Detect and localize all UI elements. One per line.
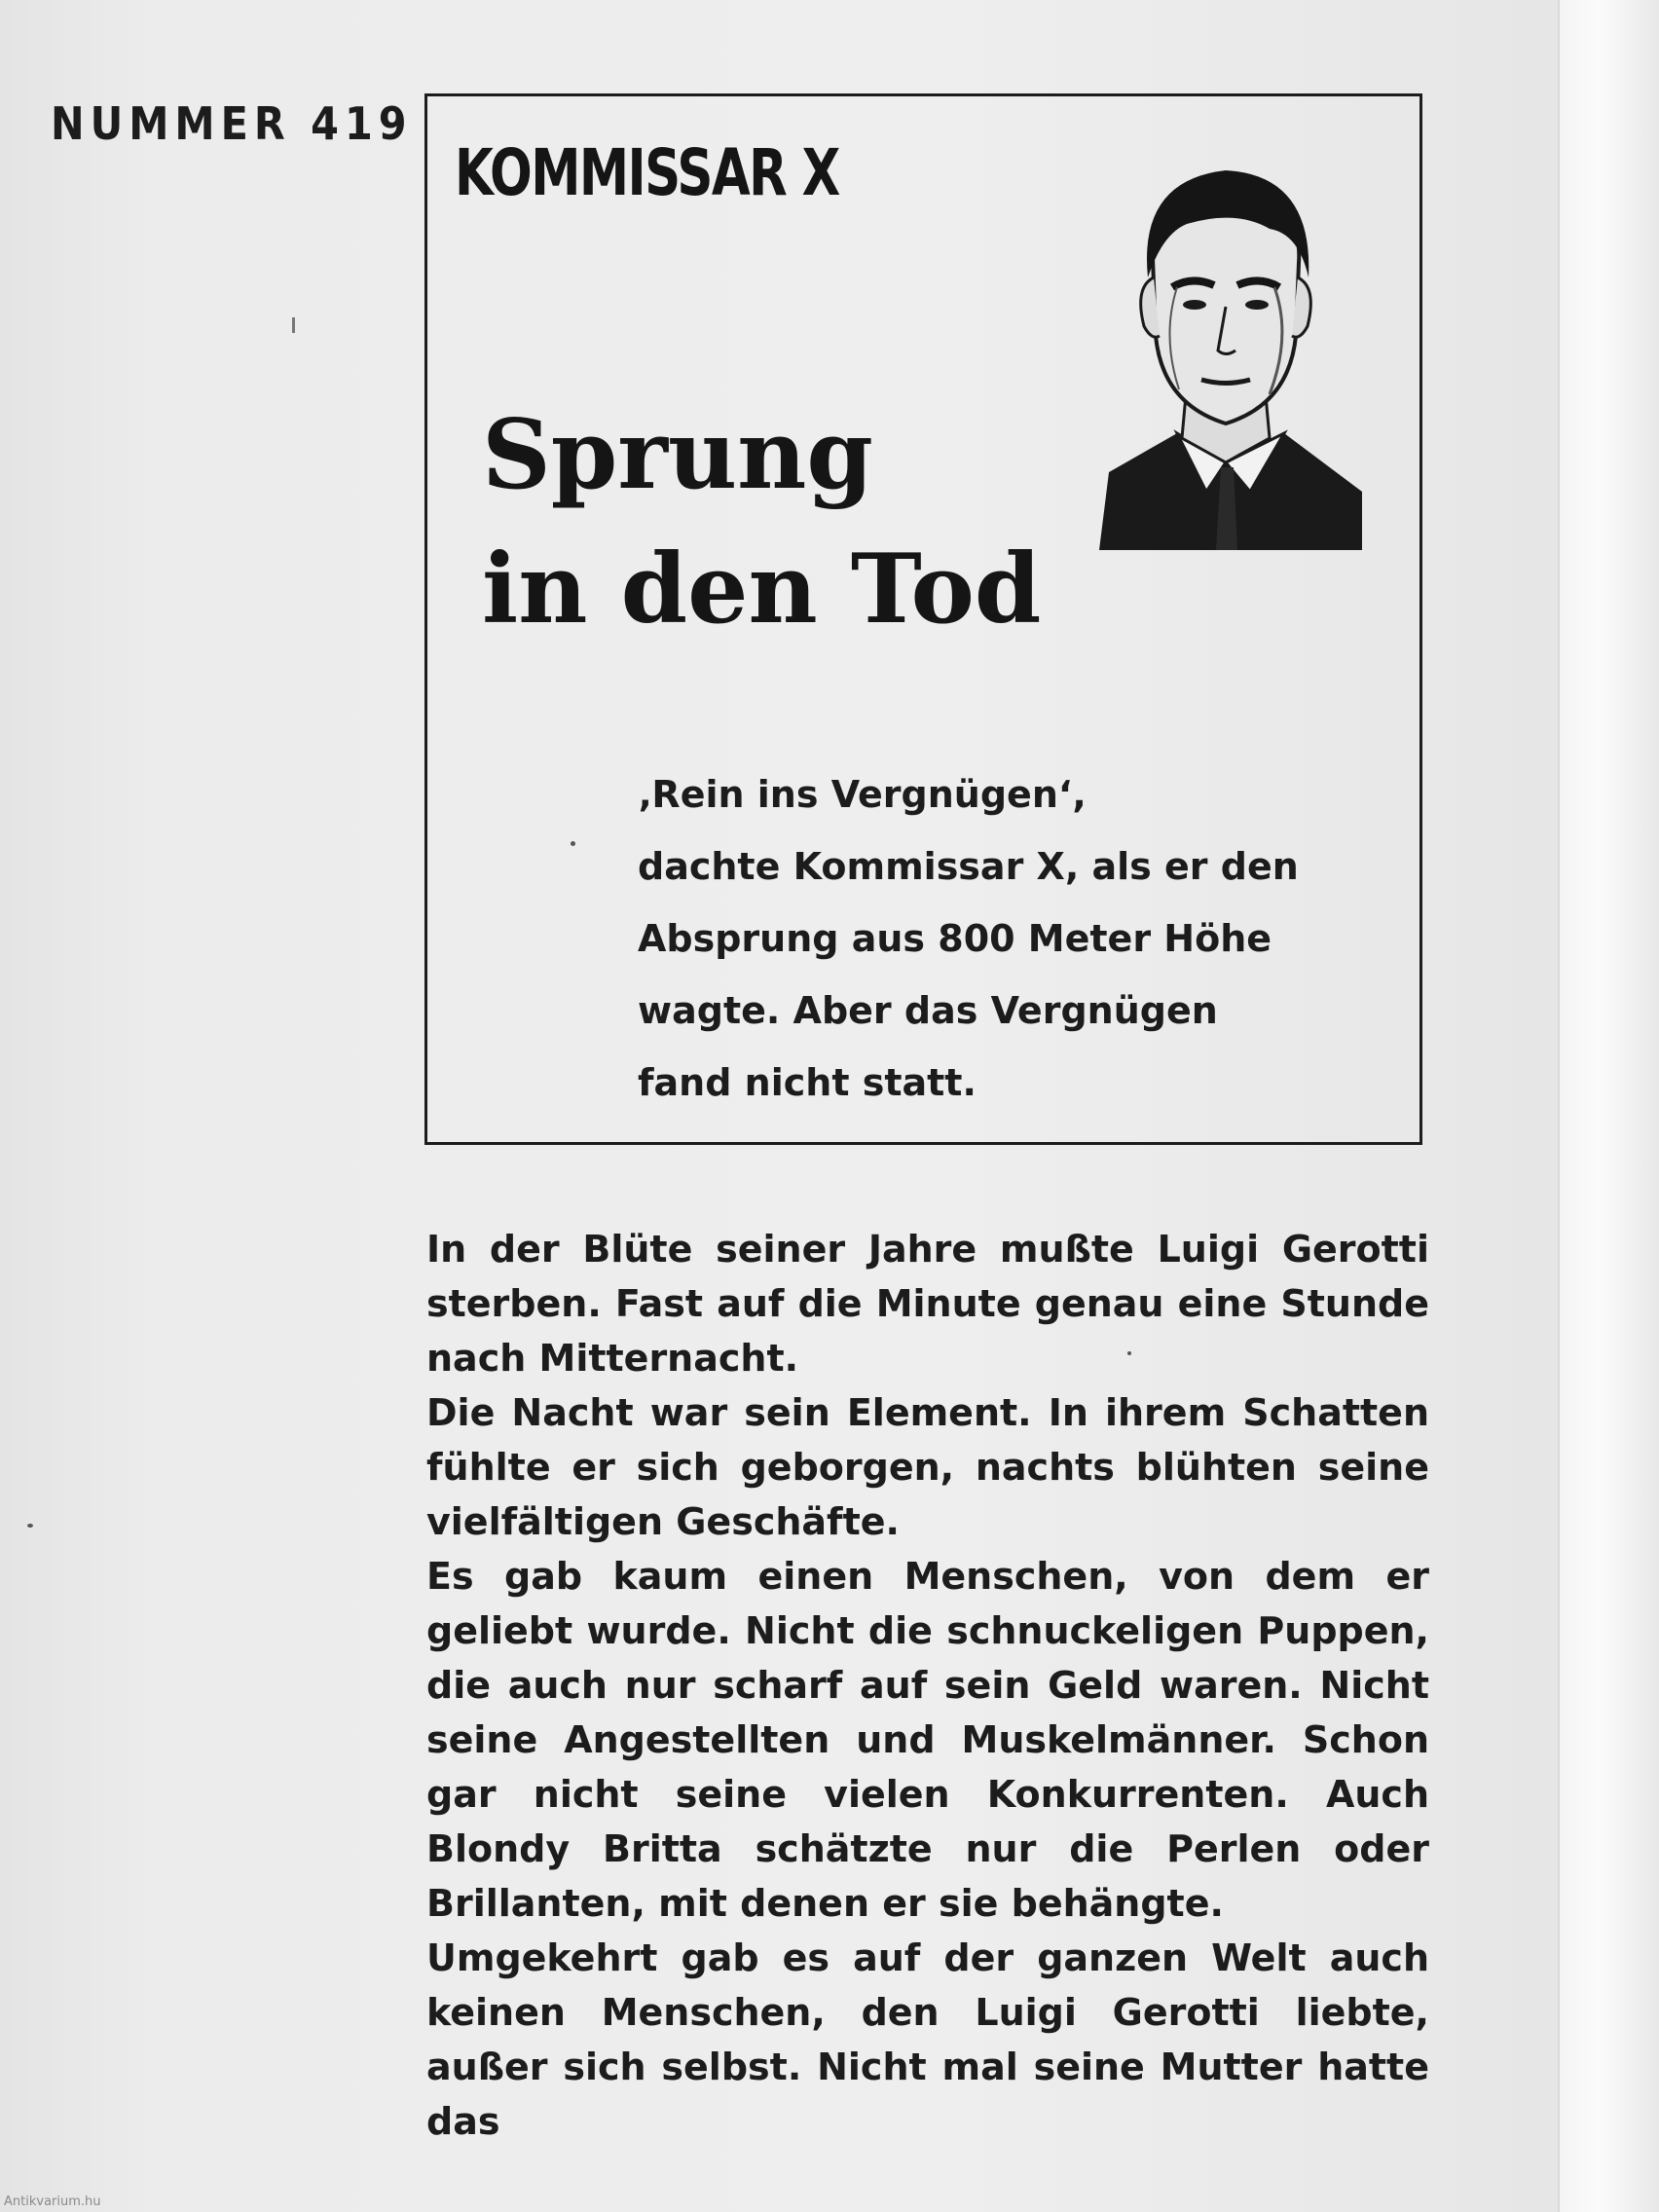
print-speck [292, 317, 295, 333]
title-line: Sprung [482, 399, 873, 511]
commissioner-portrait [1070, 141, 1382, 550]
teaser-line: dachte Kommissar X, als er den [638, 845, 1299, 888]
print-speck [571, 841, 575, 846]
teaser-line: wagte. Aber das Vergnügen [638, 989, 1218, 1032]
paragraph: Die Nacht war sein Element. In ihrem Schatten fühlte er sich geborgen, nachts blühten seine vielfältigen Geschäfte. [426, 1391, 1429, 1543]
teaser-text [638, 758, 1378, 1119]
paragraph: Umgekehrt gab es auf der ganzen Welt auch keinen Menschen, den Luigi Gerotti liebte, außer sich selbst. Nicht mal seine Mutter hatte das [426, 1936, 1429, 2143]
print-speck [27, 1524, 33, 1528]
story-title [482, 388, 1041, 657]
title-line: in den Tod [482, 534, 1042, 645]
story-body [426, 1222, 1429, 2149]
issue-number: NUMMER 419 [51, 97, 413, 150]
teaser-line: ‚Rein ins Vergnügen‘, [638, 773, 1087, 816]
cover-box [424, 93, 1422, 1145]
paragraph: In der Blüte seiner Jahre mußte Luigi Gerotti sterben. Fast auf die Minute genau eine Stunde nach Mitternacht. [426, 1228, 1429, 1380]
teaser-line: fand nicht statt. [638, 1061, 977, 1104]
page-edge [1558, 0, 1659, 2212]
print-speck [1127, 1351, 1131, 1355]
series-title: KOMMISSAR X [455, 135, 839, 210]
teaser-line: Absprung aus 800 Meter Höhe [638, 917, 1272, 960]
paragraph: Es gab kaum einen Menschen, von dem er geliebt wurde. Nicht die schnuckeligen Puppen, die auch nur scharf auf sein Geld waren. Nicht seine Angestellten und Muskelmänner. Schon gar nicht seine vielen Konkurrenten. Auch Blondy Britta schätzte nur die Perlen oder Brillanten, mit denen er sie behängte. [426, 1555, 1429, 1925]
watermark [4, 2191, 169, 2210]
watermark-text: Antikvarium.hu [4, 2194, 101, 2209]
